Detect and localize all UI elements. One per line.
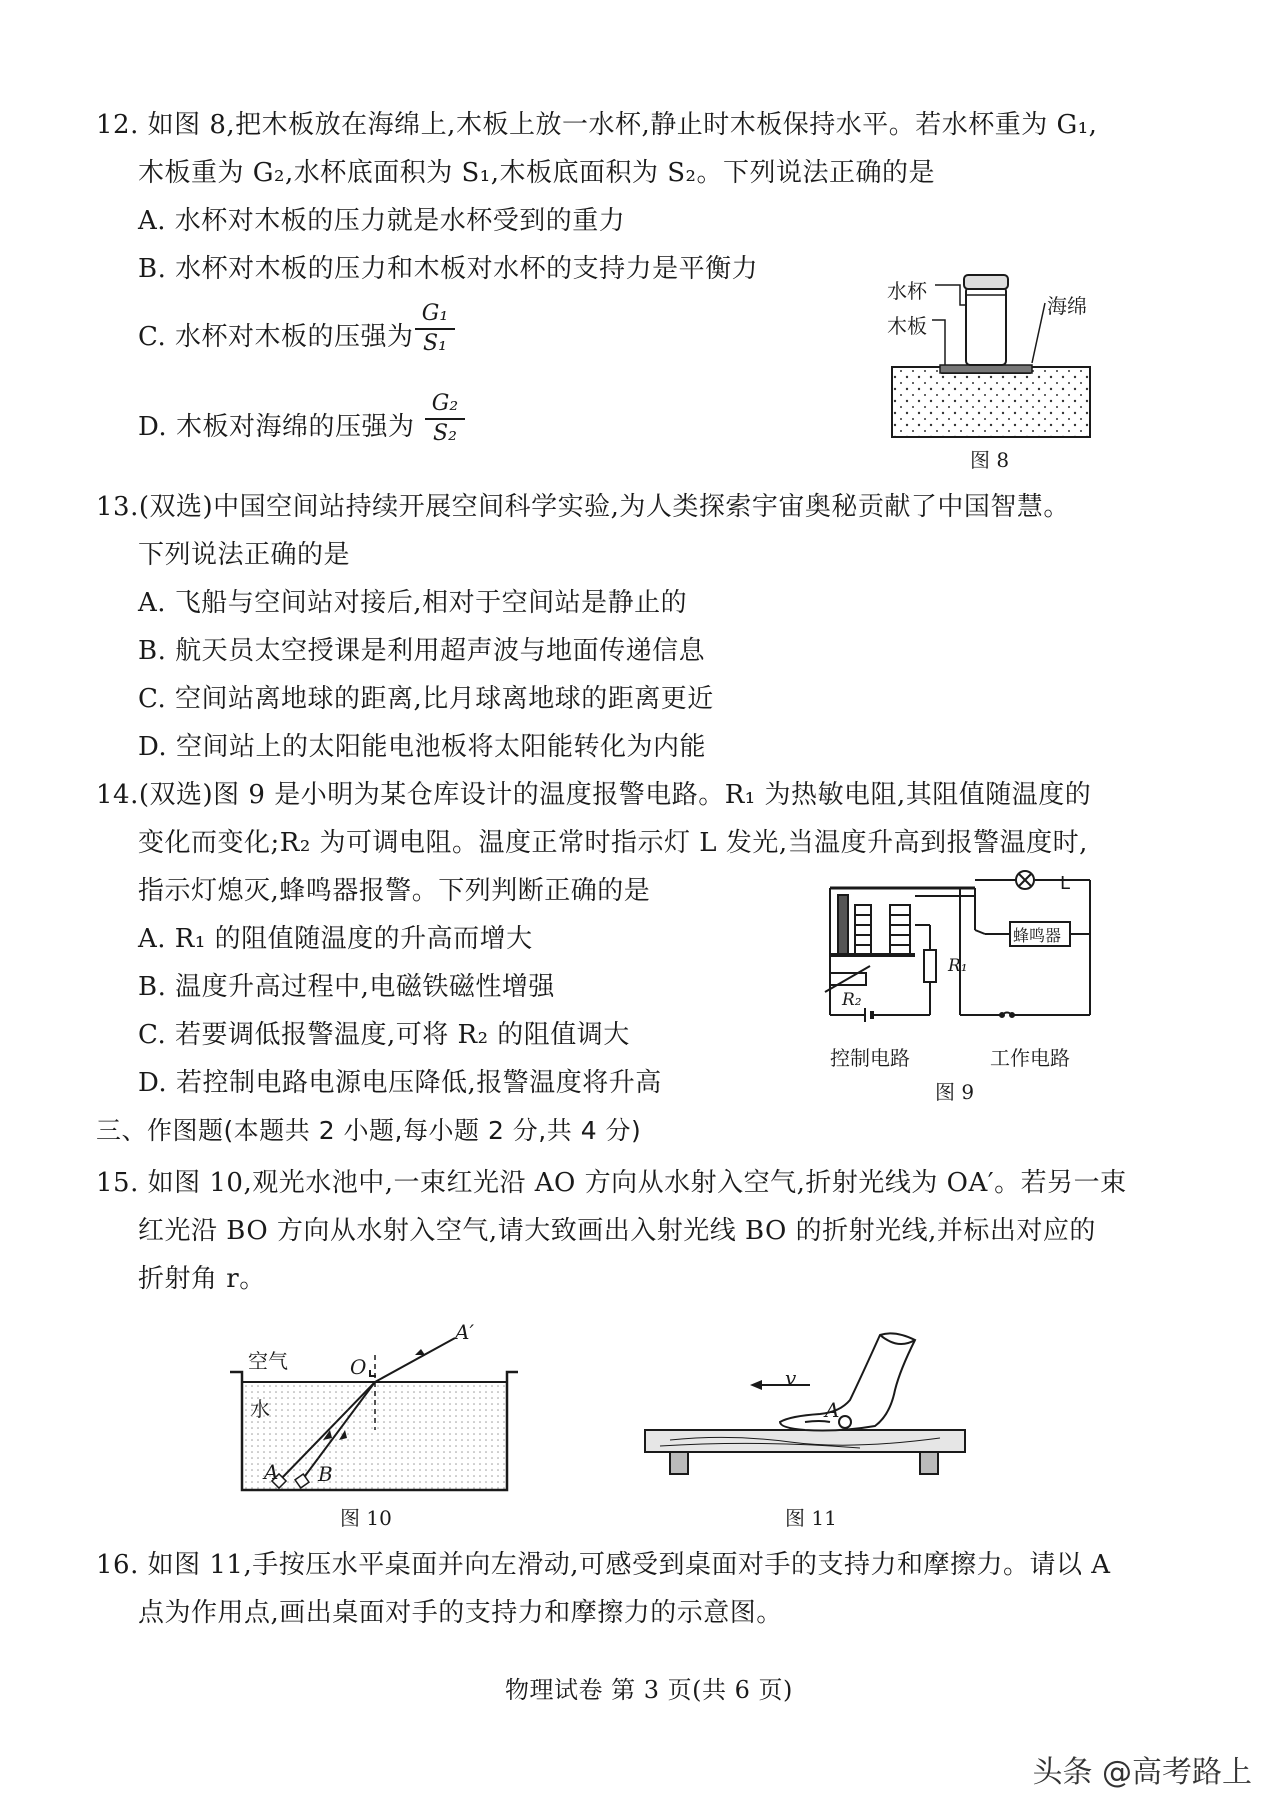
q12-option-c: C. 水杯对木板的压强为 bbox=[138, 322, 414, 352]
fig8-label-sponge: 海绵 bbox=[1047, 294, 1087, 318]
fraction-numerator: G₁ bbox=[421, 301, 449, 326]
figure-11-hand-on-table bbox=[640, 1330, 970, 1490]
fraction-numerator: G₂ bbox=[431, 391, 459, 416]
fig9-label-r1: R₁ bbox=[948, 956, 968, 976]
fraction-denominator: S₁ bbox=[423, 331, 447, 356]
q16-line1: 16. 如图 11,手按压水平桌面并向左滑动,可感受到桌面对手的支持力和摩擦力。请以 A bbox=[96, 1550, 1111, 1580]
fig10-label-o: O bbox=[350, 1355, 367, 1379]
pool-water bbox=[242, 1382, 507, 1490]
q15-line3: 折射角 r。 bbox=[138, 1264, 266, 1294]
fig9-label-lamp: L bbox=[1060, 873, 1071, 894]
q15-line1: 15. 如图 10,观光水池中,一束红光沿 AO 方向从水射入空气,折射光线为 OA′。若另一束 bbox=[96, 1168, 1127, 1198]
fig10-label-a: A bbox=[264, 1460, 279, 1484]
fig10-caption: 图 10 bbox=[340, 1506, 392, 1530]
watermark: 头条 @高考路上 bbox=[1032, 1755, 1252, 1790]
q13-option-c: C. 空间站离地球的距离,比月球离地球的距离更近 bbox=[138, 684, 714, 714]
section-3-heading: 三、作图题(本题共 2 小题,每小题 2 分,共 4 分) bbox=[96, 1116, 642, 1145]
q13-option-d: D. 空间站上的太阳能电池板将太阳能转化为内能 bbox=[138, 732, 706, 762]
sponge-block bbox=[892, 367, 1090, 437]
q13-option-b: B. 航天员太空授课是利用超声波与地面传递信息 bbox=[138, 636, 706, 666]
fig10-label-b: B bbox=[318, 1462, 333, 1486]
q15-line2: 红光沿 BO 方向从水射入空气,请大致画出入射光线 BO 的折射光线,并标出对应的 bbox=[138, 1216, 1096, 1246]
cup-lid bbox=[964, 275, 1008, 289]
water-cup bbox=[966, 287, 1006, 365]
fig8-caption: 图 8 bbox=[970, 448, 1010, 472]
fig10-label-a-prime: A′ bbox=[455, 1320, 474, 1344]
q14-option-c: C. 若要调低报警温度,可将 R₂ 的阻值调大 bbox=[138, 1020, 630, 1050]
q14-option-a: A. R₁ 的阻值随温度的升高而增大 bbox=[138, 924, 533, 954]
fig9-label-control-circuit: 控制电路 bbox=[830, 1046, 910, 1070]
fraction-denominator: S₂ bbox=[433, 421, 457, 446]
fig10-label-water: 水 bbox=[250, 1397, 270, 1421]
page-footer: 物理试卷 第 3 页(共 6 页) bbox=[505, 1676, 793, 1704]
q14-option-d: D. 若控制电路电源电压降低,报警温度将升高 bbox=[138, 1068, 662, 1098]
q14-option-b: B. 温度升高过程中,电磁铁磁性增强 bbox=[138, 972, 555, 1002]
q12-option-b: B. 水杯对木板的压力和木板对水杯的支持力是平衡力 bbox=[138, 254, 759, 284]
fig8-label-cup: 水杯 bbox=[887, 279, 927, 303]
q12-option-c-fraction bbox=[415, 302, 455, 356]
q16-line2: 点为作用点,画出桌面对手的支持力和摩擦力的示意图。 bbox=[138, 1598, 783, 1628]
q14-line1: 14.(双选)图 9 是小明为某仓库设计的温度报警电路。R₁ 为热敏电阻,其阻值随温度的 bbox=[96, 780, 1092, 810]
q12-line2: 木板重为 G₂,水杯底面积为 S₁,木板底面积为 S₂。下列说法正确的是 bbox=[138, 158, 935, 188]
q12-option-d: D. 木板对海绵的压强为 bbox=[138, 412, 415, 442]
q12-option-d-fraction bbox=[425, 392, 465, 446]
q14-line3: 指示灯熄灭,蜂鸣器报警。下列判断正确的是 bbox=[138, 876, 651, 906]
fig9-caption: 图 9 bbox=[935, 1080, 975, 1104]
fig11-label-a: A bbox=[825, 1398, 840, 1422]
fig11-label-velocity: v bbox=[785, 1366, 797, 1390]
wooden-board bbox=[940, 365, 1032, 373]
q13-option-a: A. 飞船与空间站对接后,相对于空间站是静止的 bbox=[138, 588, 688, 618]
fig8-label-board: 木板 bbox=[887, 314, 927, 338]
fig10-label-air: 空气 bbox=[248, 1349, 288, 1373]
q14-line2: 变化而变化;R₂ 为可调电阻。温度正常时指示灯 L 发光,当温度升高到报警温度时, bbox=[138, 828, 1088, 858]
fig9-label-r2: R₂ bbox=[842, 990, 862, 1010]
fig9-label-buzzer: 蜂鸣器 bbox=[1013, 926, 1062, 945]
q13-line2: 下列说法正确的是 bbox=[138, 540, 351, 570]
fig9-label-work-circuit: 工作电路 bbox=[990, 1046, 1070, 1070]
q13-line1: 13.(双选)中国空间站持续开展空间科学实验,为人类探索宇宙奥秘贡献了中国智慧。 bbox=[96, 492, 1070, 522]
q12-option-a: A. 水杯对木板的压力就是水杯受到的重力 bbox=[138, 206, 626, 236]
fig11-caption: 图 11 bbox=[785, 1506, 837, 1530]
q12-line1: 12. 如图 8,把木板放在海绵上,木板上放一水杯,静止时木板保持水平。若水杯重为 G₁, bbox=[96, 110, 1098, 140]
